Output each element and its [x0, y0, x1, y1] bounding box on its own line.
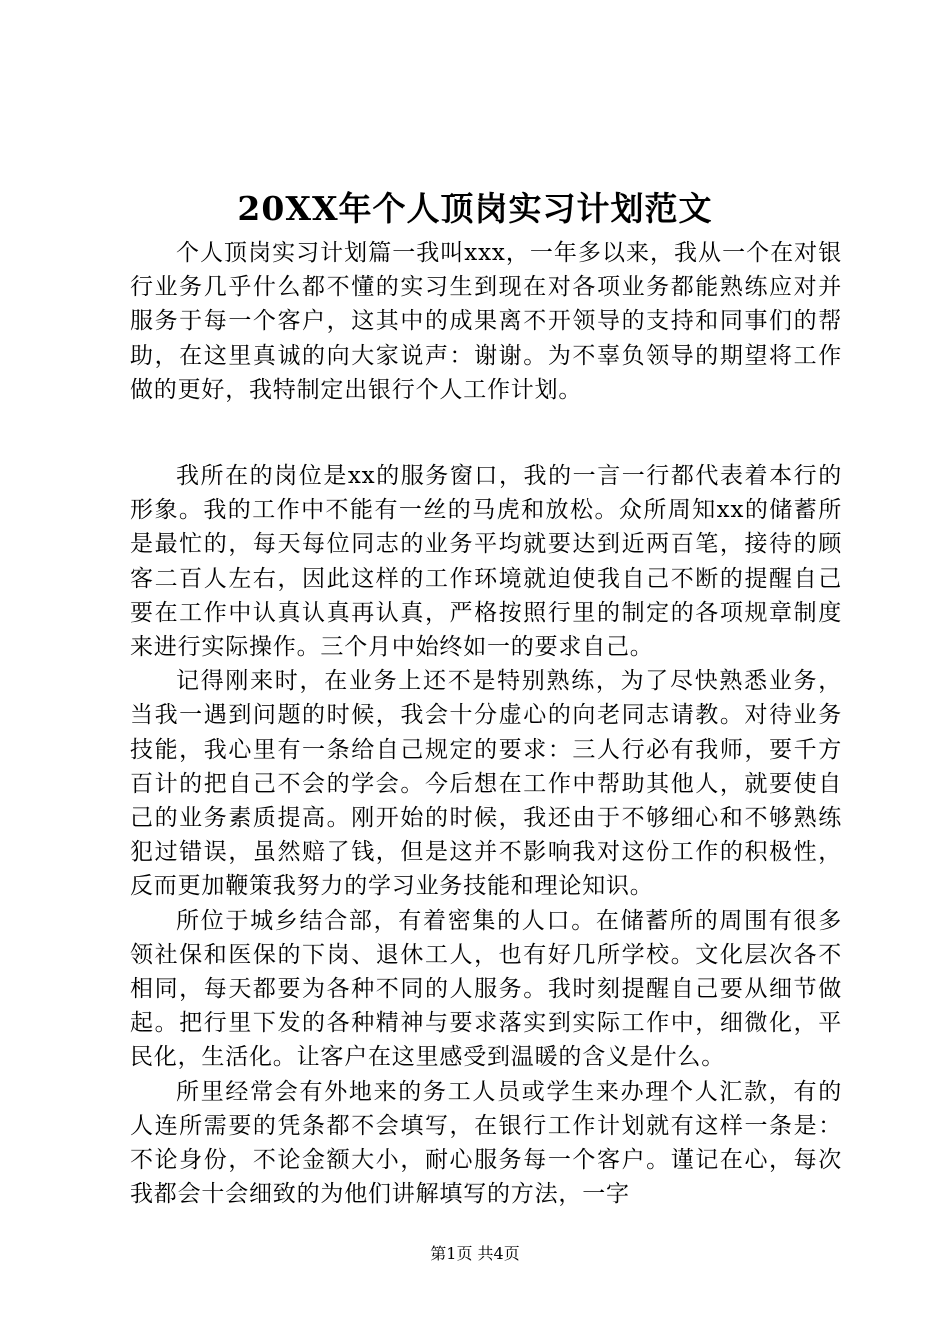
paragraph-learning: 记得刚来时，在业务上还不是特别熟练，为了尽快熟悉业务，当我一遇到问题的时候，我会十分虚心的向老同志请教。对待业务技能，我心里有一条给自己规定的要求：三人行必有我师，要千方百计的把自己不会的学会。今后想在工作中帮助其他人，就要使自己的业务素质提高。刚开始的时候，我还由于不够细心和不够熟练犯过错误，虽然赔了钱，但是这并不影响我对这份工作的积极性，反而更加鞭策我努力的学习业务技能和理论知识。 — [130, 668, 842, 900]
paragraph-intro: 个人顶岗实习计划篇一我叫xxx，一年多以来，我从一个在对银行业务几乎什么都不懂的实习生到现在对各项业务都能熟练应对并服务于每一个客户，这其中的成果离不开领导的支持和同事们的帮助，在这里真诚的向大家说声：谢谢。为不辜负领导的期望将工作做的更好，我特制定出银行个人工作计划。 — [130, 240, 842, 403]
paragraph-post: 我所在的岗位是xx的服务窗口，我的一言一行都代表着本行的形象。我的工作中不能有一丝的马虎和放松。众所周知xx的储蓄所是最忙的，每天每位同志的业务平均就要达到近两百笔，接待的顾客二百人左右，因此这样的工作环境就迫使我自己不断的提醒自己要在工作中认真认真再认真，严格按照行里的制定的各项规章制度来进行实际操作。三个月中始终如一的要求自己。 — [130, 463, 842, 661]
paragraph-location: 所位于城乡结合部，有着密集的人口。在储蓄所的周围有很多领社保和医保的下岗、退休工人，也有好几所学校。文化层次各不相同，每天都要为各种不同的人服务。我时刻提醒自己要从细节做起。把行里下发的各种精神与要求落实到实际工作中，细微化，平民化，生活化。让客户在这里感受到温暖的含义是什么。 — [130, 907, 842, 1071]
paragraph-service: 所里经常会有外地来的务工人员或学生来办理个人汇款，有的人连所需要的凭条都不会填写，在银行工作计划就有这样一条是：不论身份，不论金额大小，耐心服务每一个客户。谨记在心，每次我都会十会细致的为他们讲解填写的方法，一字 — [130, 1078, 842, 1208]
page-number-footer: 第1页 共4页 — [430, 1244, 520, 1263]
document-body — [130, 236, 842, 1211]
document-title: 20XX年个人顶岗实习计划范文 — [237, 189, 713, 228]
